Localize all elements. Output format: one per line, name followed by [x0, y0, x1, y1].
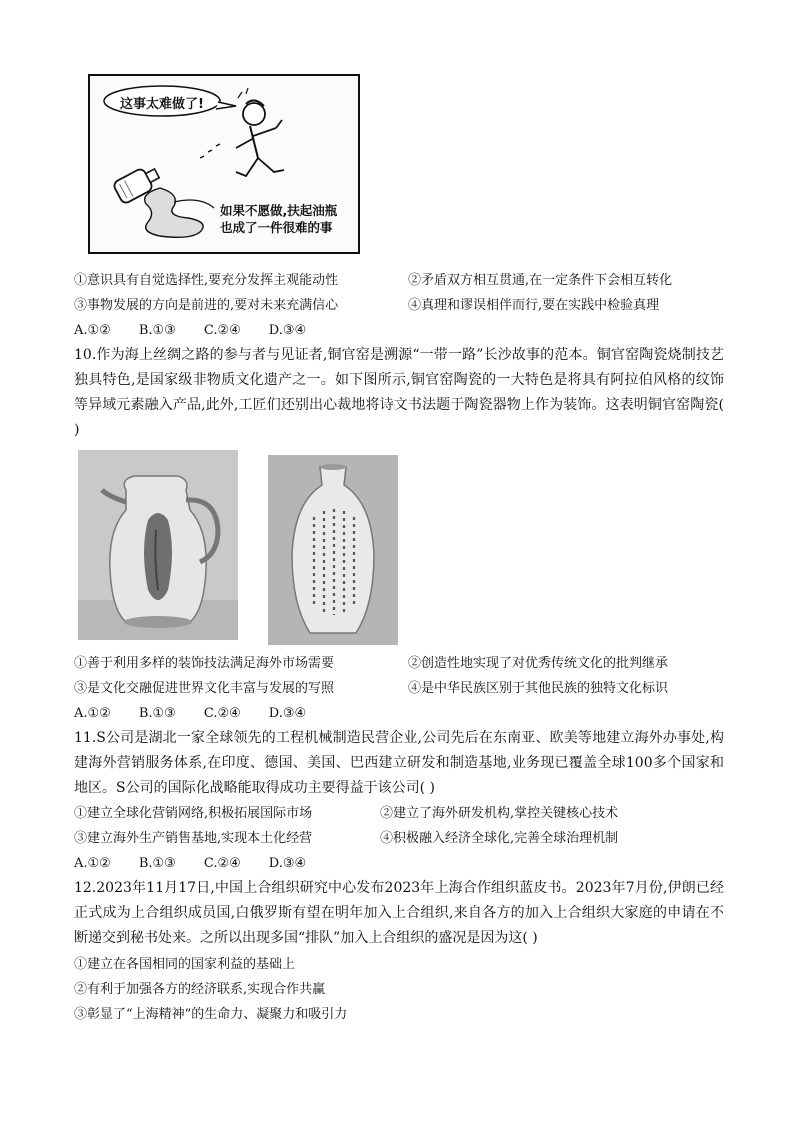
cartoon-speech-text: 这事太难做了!: [120, 97, 204, 112]
porcelain-ewer-photo: [78, 450, 238, 640]
porcelain-vase-drawing: [268, 455, 398, 645]
q9-option-2[interactable]: ②矛盾双方相互贯通,在一定条件下会相互转化: [408, 273, 673, 288]
q11-option-1[interactable]: ①建立全球化营销网络,积极拓展国际市场: [74, 806, 313, 821]
q10-option-2[interactable]: ②创造性地实现了对优秀传统文化的批判继承: [408, 656, 669, 671]
porcelain-vase-photo: [268, 455, 398, 645]
q9-answer-b[interactable]: B.①③: [138, 323, 176, 338]
q11-answer-d[interactable]: D.③④: [268, 856, 307, 871]
cartoon-caption-line: 也成了一件很难的事: [220, 220, 333, 235]
cartoon-caption: [220, 202, 337, 236]
q11-option-3[interactable]: ③建立海外生产销售基地,实现本土化经营: [74, 831, 313, 846]
q10-option-3[interactable]: ③是文化交融促进世界文化丰富与发展的写照: [74, 681, 335, 696]
q11-answer-b[interactable]: B.①③: [138, 856, 176, 871]
q9-answer-choices: [74, 322, 334, 340]
q12-stem: 12.2023年11月17日,中国上合组织研究中心发布2023年上海合作组织蓝皮书。2023年7月份,伊朗已经正式成为上合组织成员国,白俄罗斯有望在明年加入上合组织,来自各方的加入上合组织大家庭的申请在不断递交到秘书处来。之所以出现多国“排队”加入上合组织的盛况是因为这( ): [74, 880, 724, 946]
q9-answer-d[interactable]: D.③④: [268, 323, 307, 338]
q10-answer-a[interactable]: A.①②: [74, 706, 111, 721]
q10-answer-c[interactable]: C.②④: [203, 706, 241, 721]
q9-option-4[interactable]: ④真理和谬误相伴而行,要在实践中检验真理: [408, 298, 660, 313]
q11-option-2[interactable]: ②建立了海外研发机构,掌控关键核心技术: [380, 806, 619, 821]
q11-answer-c[interactable]: C.②④: [203, 856, 241, 871]
porcelain-ewer-drawing: [78, 450, 238, 640]
cartoon-caption-line: 如果不愿做,扶起油瓶: [220, 203, 338, 218]
cartoon-image: [88, 74, 360, 254]
q11-option-4[interactable]: ④积极融入经济全球化,完善全球治理机制: [380, 831, 619, 846]
q12-option-3[interactable]: ③彰显了“上海精神”的生命力、凝聚力和吸引力: [74, 1007, 348, 1022]
q10-option-4[interactable]: ④是中华民族区别于其他民族的独特文化标识: [408, 681, 669, 696]
q12-option-1[interactable]: ①建立在各国相同的国家利益的基础上: [74, 957, 296, 972]
q9-option-3[interactable]: ③事物发展的方向是前进的,要对未来充满信心: [74, 298, 339, 313]
q10-answer-d[interactable]: D.③④: [268, 706, 307, 721]
q10-option-1[interactable]: ①善于利用多样的装饰技法满足海外市场需要: [74, 656, 335, 671]
q10-stem: 10.作为海上丝绸之路的参与者与见证者,铜官窑是溯源“一带一路”长沙故事的范本。铜官窑陶瓷烧制技艺独具特色,是国家级非物质文化遗产之一。如下图所示,铜官窑陶瓷的一大特色是将具有阿拉伯风格的纹饰等异域元素融入产品,此外,工匠们还别出心裁地将诗文书法题于陶瓷器物上作为装饰。这表明铜官窑陶瓷( ): [74, 347, 724, 438]
q11-stem: 11.S公司是湖北一家全球领先的工程机械制造民营企业,公司先后在东南亚、欧美等地建立海外办事处,构建海外营销服务体系,在印度、德国、美国、巴西建立研发和制造基地,业务现已覆盖全球100多个国家和地区。S公司的国际化战略能取得成功主要得益于该公司( ): [74, 730, 724, 796]
q9-option-1[interactable]: ①意识具有自觉选择性,要充分发挥主观能动性: [74, 273, 339, 288]
q10-answer-b[interactable]: B.①③: [138, 706, 176, 721]
q9-answer-a[interactable]: A.①②: [74, 323, 111, 338]
q11-answer-choices: [74, 855, 334, 873]
q12-option-2[interactable]: ②有利于加强各方的经济联系,实现合作共赢: [74, 982, 326, 997]
q9-answer-c[interactable]: C.②④: [203, 323, 241, 338]
q10-answer-choices: [74, 705, 334, 723]
q11-answer-a[interactable]: A.①②: [74, 856, 111, 871]
